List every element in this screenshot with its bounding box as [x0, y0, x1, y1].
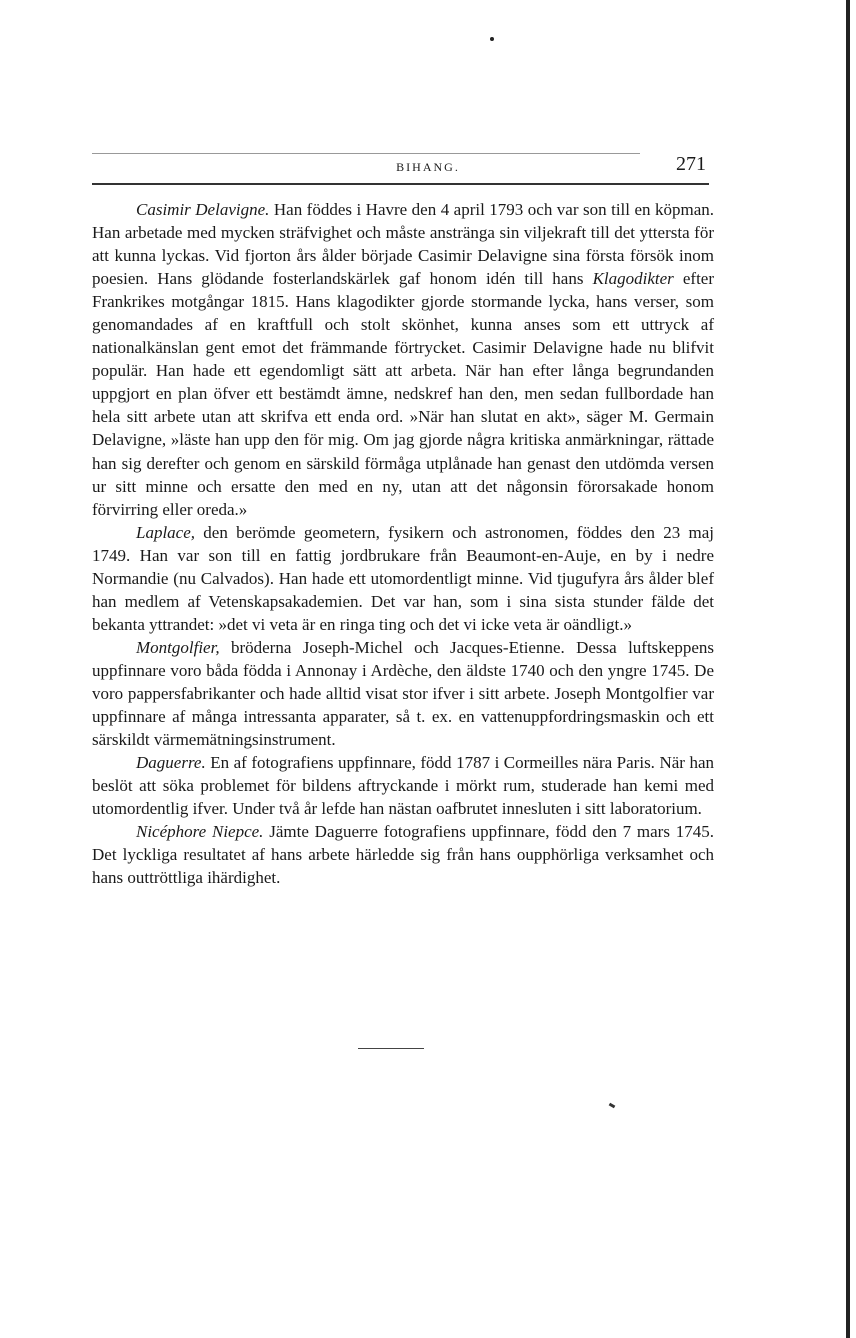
print-speck [490, 37, 494, 41]
body-text [92, 198, 714, 889]
header-rule [92, 183, 709, 185]
paragraph-laplace [92, 521, 714, 636]
end-rule [358, 1048, 424, 1049]
work-title: Klagodikter [592, 269, 674, 289]
page-edge [846, 0, 850, 1338]
top-rule [92, 153, 640, 154]
entry-name: Laplace, [136, 522, 196, 542]
entry-name: Daguerre. [136, 753, 206, 773]
paragraph-delavigne [92, 198, 714, 521]
entry-name: Montgolfier, [136, 637, 220, 657]
print-speck [609, 1103, 616, 1109]
paragraph-daguerre [92, 751, 714, 820]
entry-text: En af fotografiens uppfinnare, född 1787 i Cormeilles nära Paris. När han beslöt att söka problemet för bildens aftryckande i mörkt rum, studerade han kemi med utomordentlig ifver. Under två år lefde han nästan oafbrutet innesluten i sitt laboratorium. [92, 753, 714, 819]
paragraph-montgolfier [92, 636, 714, 751]
entry-text-continued: efter Frankrikes motgångar 1815. Hans klagodikter gjorde stormande lycka, hans verser, som genomandades af en kraftfull och stolt skönhet, kunna anses som ett uttryck af nationalkänslan gent emot det främmande förtrycket. Casimir Delavigne hade nu blifvit populär. Han hade ett egendomligt sätt att arbeta. När han efter långa begrundanden uppgjort en plan öfver ett bestämdt ämne, nedskref han den, men sedan fullbordade han hela sitt arbete utan att skrifva ett enda ord. »När han slutat en akt», säger M. Germain Delavigne, »läste han upp den för mig. Om jag gjorde några kritiska anmärkningar, rättade han sig derefter och genom en särskild förmåga utplånade han genast den utdömda versen ur sitt minne och ersatte den med en ny, utan att det någonsin förorsakade honom förvirring eller oreda.» [92, 269, 715, 519]
entry-text: Jämte Daguerre fotografiens uppfinnare, född den 7 mars 1745. Det lyckliga resultatet af hans arbete härledde sig från hans oupphörliga verksamhet och hans outtröttliga ihärdighet. [92, 822, 714, 888]
page-number: 271 [676, 153, 706, 175]
running-head: BIHANG. [396, 160, 460, 174]
entry-text: bröderna Joseph-Michel och Jacques-Etienne. Dessa luftskeppens uppfinnare voro båda födda i Annonay i Ardèche, den äldste 1740 och den yngre 1745. De voro pappersfabrikanter och hade alltid visat stor ifver i sitt arbete. Joseph Montgolfier var uppfinnare af många intressanta apparater, så t. ex. en vattenuppfordringsmaskin och ett särskildt värmemätningsinstrument. [92, 637, 714, 750]
entry-name: Nicéphore Niepce. [136, 822, 264, 842]
entry-text: Han föddes i Havre den 4 april 1793 och var son till en köpman. Han arbetade med mycken sträfvighet och måste anstränga sin viljekraft till det yttersta för att kunna lyckas. Vid fjorton års ålder började Casimir Delavigne sina första försök inom poesien. Hans glödande fosterlandskärlek gaf honom idén till hans [92, 200, 715, 289]
paragraph-niepce [92, 820, 714, 889]
entry-name: Casimir Delavigne. [136, 200, 270, 219]
entry-text: den berömde geometern, fysikern och astronomen, föddes den 23 maj 1749. Han var son till en fattig jordbrukare från Beaumont-en-Auje, en by i nedre Normandie (nu Calvados). Han hade ett utomordentligt minne. Vid tjugufyra års ålder blef han medlem af Vetenskapsakademien. Det var han, som i sina sista stunder fälde det bekanta yttrandet: »det vi veta är en ringa ting och det vi icke veta är oändligt.» [92, 522, 714, 634]
